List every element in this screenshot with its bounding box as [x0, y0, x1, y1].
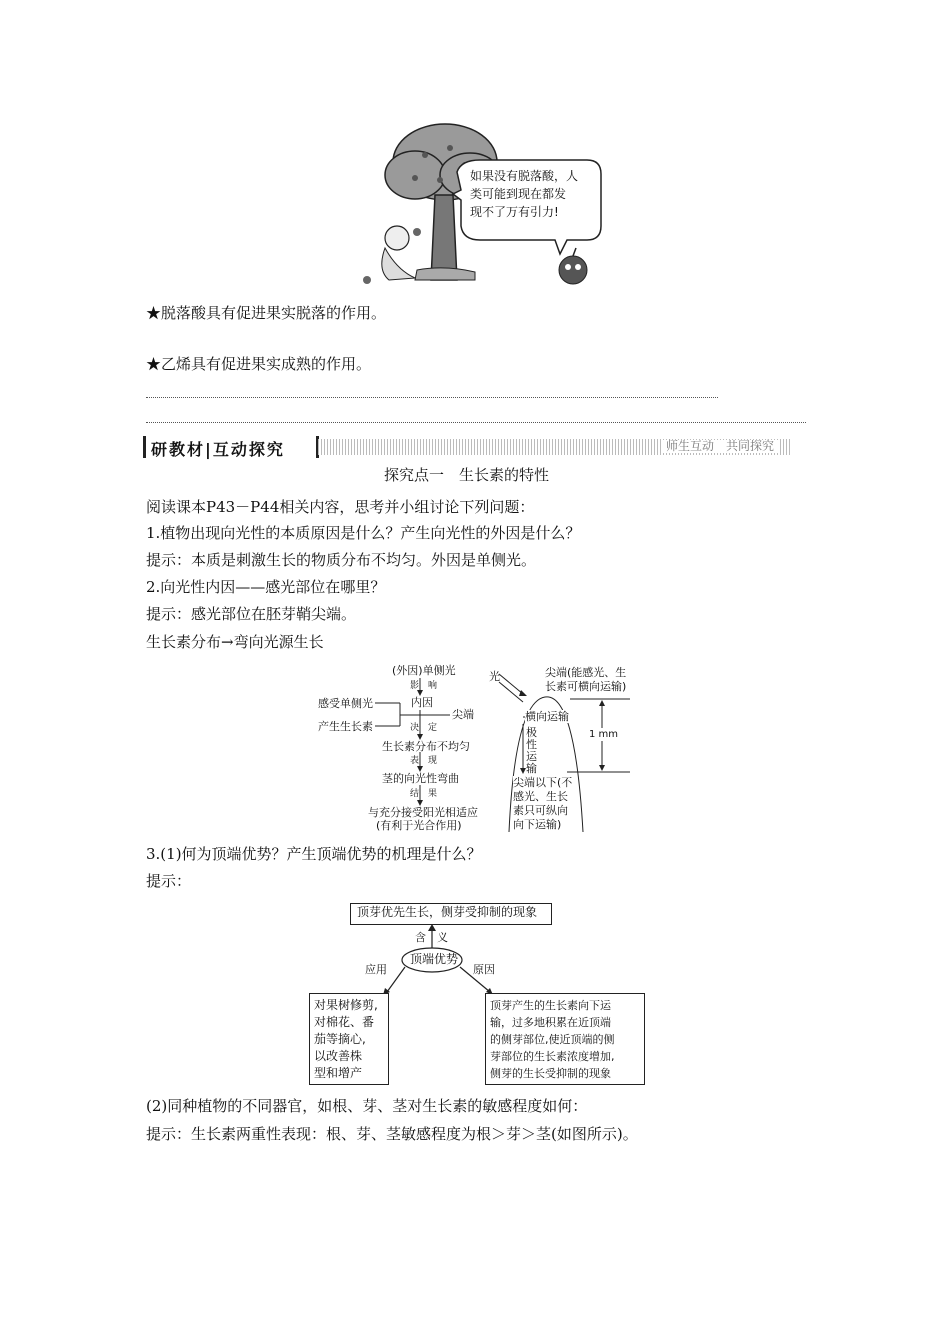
apply-text-4: 以改善株	[314, 1049, 363, 1063]
section-heading: 探究点一 生长素的特性	[384, 466, 550, 484]
separator-dotted-1	[146, 397, 718, 398]
flow-right: 尖端	[452, 708, 474, 721]
apply-label: 应用	[365, 963, 387, 976]
below-note-2: 感光、生长	[513, 790, 568, 803]
flow-left-1: 感受单侧光	[318, 697, 373, 710]
cause-text-1: 顶芽产生的生长素向下运	[490, 999, 611, 1012]
speech-line-2: 类可能到现在都发	[470, 187, 567, 201]
question-1: 1.植物出现向光性的本质原因是什么？产生向光性的外因是什么？	[146, 524, 581, 542]
cause-label: 原因	[473, 963, 495, 976]
flow-end-2: (有利于光合作用)	[376, 819, 462, 832]
cause-text-4: 芽部位的生长素浓度增加,	[490, 1050, 615, 1063]
fact-abscisic-acid: ★脱落酸具有促进果实脱落的作用。	[146, 304, 387, 322]
length-label: 1 mm	[589, 729, 619, 740]
apply-text-5: 型和增产	[314, 1066, 363, 1080]
flow-arrow-2: 决 定	[410, 723, 438, 733]
speech-line-3: 现不了万有引力!	[470, 205, 559, 219]
section-banner	[143, 436, 815, 458]
question-4: (2)同种植物的不同器官，如根、芽、茎对生长素的敏感程度如何：	[146, 1097, 588, 1115]
flow-line: 生长素分布→弯向光源生长	[146, 633, 324, 651]
flow-arrow-3: 表 现	[410, 756, 438, 766]
coleoptile-tip-diagram	[485, 662, 635, 834]
answer-4: 提示：生长素两重性表现：根、芽、茎敏感程度为根＞芽＞茎(如图所示)。	[146, 1125, 638, 1143]
flow-curve: 茎的向光性弯曲	[382, 772, 459, 785]
apply-text-2: 对棉花、番	[314, 1015, 375, 1029]
polar-1: 极	[526, 726, 537, 739]
apply-text-1: 对果树修剪,	[314, 998, 378, 1012]
apical-dominance-diagram	[305, 895, 650, 1087]
question-3: 3.(1)何为顶端优势？产生顶端优势的机理是什么？	[146, 845, 482, 863]
flow-arrow-1: 影 响	[410, 681, 438, 691]
apply-text-3: 茄等摘心,	[314, 1032, 366, 1046]
meaning-label: 含 义	[415, 931, 448, 944]
definition-box: 顶芽优先生长，侧芽受抑制的现象	[357, 905, 538, 919]
question-2: 2.向光性内因——感光部位在哪里？	[146, 578, 386, 596]
intro-text: 阅读课本P43－P44相关内容，思考并小组讨论下列问题：	[146, 498, 535, 516]
lateral-transport: 横向运输	[525, 710, 569, 723]
banner-subtitle: 师生互动 共同探究	[662, 440, 778, 453]
separator-dotted-2	[146, 422, 806, 423]
cause-text-5: 侧芽的生长受抑制的现象	[490, 1067, 611, 1080]
flow-mid: 生长素分布不均匀	[382, 740, 470, 753]
flow-end-1: 与充分接受阳光相适应	[368, 806, 478, 819]
answer-3: 提示：	[146, 872, 192, 890]
below-note-4: 向下运输)	[513, 818, 562, 831]
polar-2: 性	[526, 738, 537, 751]
cause-text-2: 输，过多地积累在近顶端	[490, 1016, 611, 1029]
answer-1: 提示：本质是刺激生长的物质分布不均匀。外因是单侧光。	[146, 551, 537, 569]
speech-line-1: 如果没有脱落酸，人	[470, 169, 579, 183]
polar-3: 运	[526, 750, 537, 763]
answer-2: 提示：感光部位在胚芽鞘尖端。	[146, 605, 357, 623]
below-note-3: 素只可纵向	[513, 804, 568, 817]
cause-text-3: 的侧芽部位,使近顶端的侧	[490, 1033, 615, 1046]
below-note-1: 尖端以下(不	[513, 776, 573, 789]
banner-title: 研教材|互动探究	[151, 440, 285, 459]
fact-ethylene: ★乙烯具有促进果实成熟的作用。	[146, 355, 372, 373]
tip-note-2: 长素可横向运输)	[545, 680, 627, 693]
flow-inner: 内因	[411, 696, 433, 709]
center-label: 顶端优势	[410, 952, 459, 966]
flow-top: (外因)单侧光	[392, 664, 456, 677]
polar-4: 输	[526, 762, 537, 775]
phototropism-flow-diagram	[310, 660, 500, 835]
tip-note-1: 尖端(能感光、生	[545, 666, 627, 679]
flow-left-2: 产生生长素	[318, 720, 373, 733]
flow-arrow-4: 结 果	[410, 789, 438, 799]
light-label: 光	[489, 670, 500, 683]
